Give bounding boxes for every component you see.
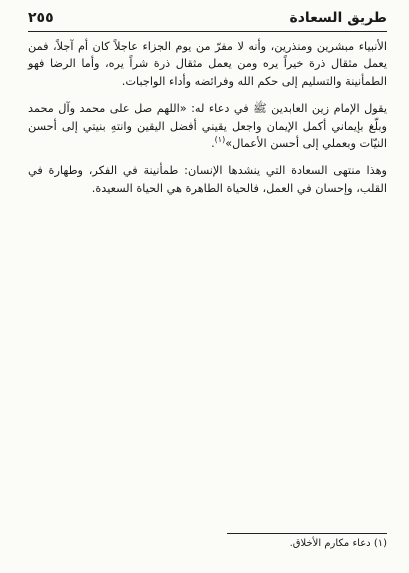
footnote: (١) دعاء مكارم الأخلاق. bbox=[289, 538, 387, 549]
paragraph bbox=[28, 162, 387, 197]
page-number: ٢٥٥ bbox=[28, 10, 54, 26]
footnote-reference: (١) bbox=[214, 135, 226, 145]
paragraph: يقول الإمام زين العابدين ﷺ في دعاء له: «اللهم صل على محمد وآل محمد وبلّغ بإيماني أكمل الإيمان واجعل يقيني أفضل اليقين وانتهِ بنيتي إلى أحسن النيّات وبعملي إلى أحسن الأعمال»$^{(١)}$. bbox=[28, 102, 387, 151]
header-divider bbox=[28, 31, 387, 32]
page-header bbox=[28, 6, 387, 30]
paragraph-text: يقول الإمام زين العابدين ﷺ في دعاء له: «اللهم صل على محمد وآل محمد وبلّغ بإيماني أكمل الإيمان واجعل يقيني أفضل اليقين وانتهِ بنيتي إلى أحسن النيّات وبعملي إلى أحسن الأعمال» bbox=[28, 102, 387, 151]
paragraph bbox=[28, 38, 387, 90]
paragraph-text: الأنبياء مبشرين ومنذرين، وأنه لا مفرّ من يوم الجزاء عاجلاً كان أم آجلاً، فمن يعمل مثقال ذرة خيراً يره ومن يعمل مثقال ذرة شراً يره، وأما الرضا فهو الطمأنينة والتسليم إلى حكم الله وفرائضه وأداء الواجبات. bbox=[28, 40, 387, 88]
running-title: طريق السعادة bbox=[289, 10, 387, 26]
footnote-divider bbox=[227, 533, 387, 534]
paragraph-text: وهذا منتهى السعادة التي ينشدها الإنسان: طمأنينة في الفكر، وطهارة في القلب، وإحسان في العمل، فالحياة الطاهرة هي الحياة السعيدة. bbox=[28, 164, 387, 195]
page-body bbox=[28, 38, 387, 207]
